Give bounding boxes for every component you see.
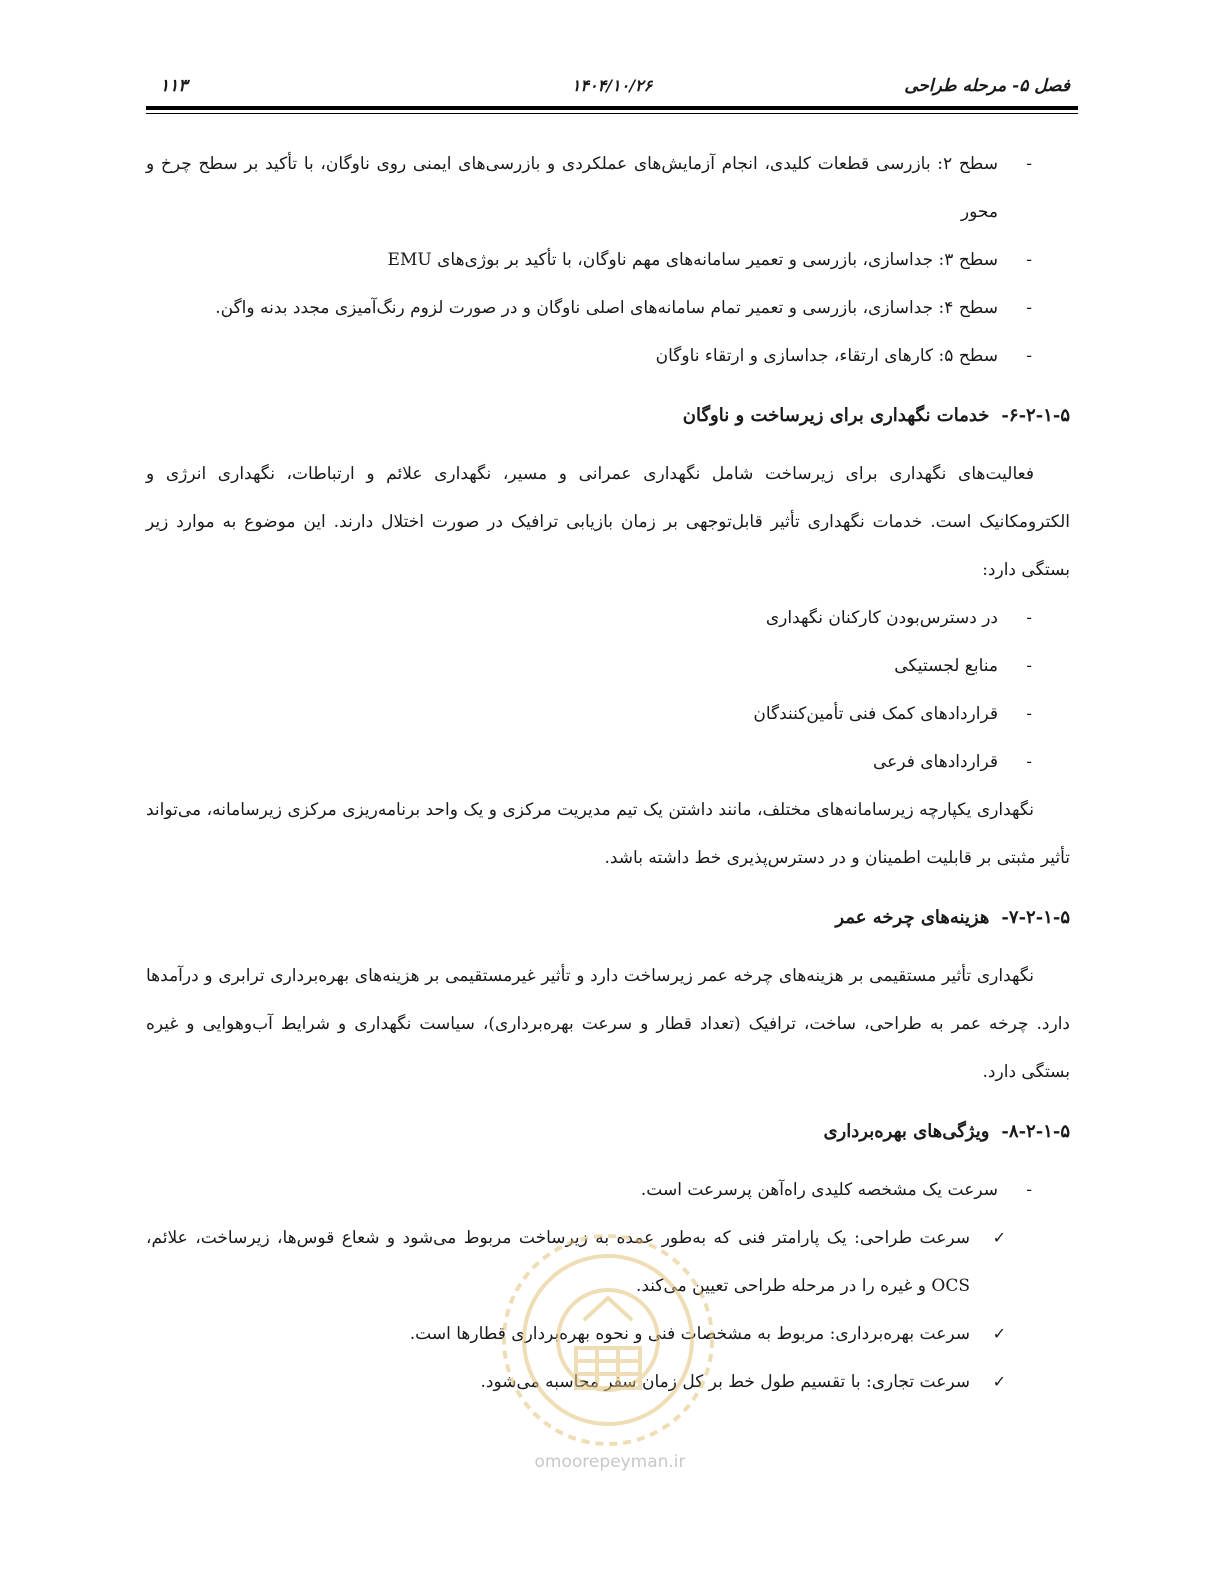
dash-bullet: - (1026, 298, 1032, 318)
list-item-text: قراردادهای فرعی (873, 752, 998, 772)
level-text: سطح ۲: بازرسی قطعات کلیدی، انجام آزمایش‌های عملکردی و بازرسی‌های ایمنی روی ناوگان، با تأکید بر سطح چرخ و محور (146, 154, 998, 222)
header-rule-thick (146, 106, 1078, 110)
list-item-text: در دسترس‌بودن کارکنان نگهداری (765, 608, 998, 628)
watermark-seal-icon (498, 1230, 718, 1450)
page-number: ۱۱۳ (160, 76, 188, 96)
list-item-text: سرعت یک مشخصه کلیدی راه‌آهن پرسرعت است. (640, 1180, 998, 1200)
section-title: هزینه‌های چرخه عمر (835, 907, 990, 928)
page-header (146, 72, 1078, 102)
list-item (146, 1166, 1070, 1214)
dash-bullet: - (1026, 1180, 1032, 1200)
level-text: سطح ۳: جداسازی، بازرسی و تعمیر سامانه‌های مهم ناوگان، با تأکید بر بوژی‌های EMU (387, 250, 998, 270)
check-item-text: سرعت تجاری: با تقسیم طول خط بر کل زمان سفر محاسبه می‌شود. (480, 1372, 970, 1392)
header-date: ۱۴۰۴/۱۰/۲۶ (571, 76, 653, 95)
level-item (146, 236, 1070, 284)
level-item (146, 332, 1070, 380)
section-heading (146, 1108, 1070, 1156)
dash-bullet: - (1026, 346, 1032, 366)
section-heading (146, 894, 1070, 942)
check-item-text: سرعت بهره‌برداری: مربوط به مشخصات فنی و نحوه بهره‌برداری قطارها است. (409, 1324, 970, 1344)
checkmark-icon: ✓ (992, 1324, 1006, 1343)
list-item-text: قراردادهای کمک فنی تأمین‌کنندگان (753, 704, 998, 724)
level-text: سطح ۵: کارهای ارتقاء، جداسازی و ارتقاء ناوگان (655, 346, 998, 366)
dash-bullet: - (1026, 608, 1032, 628)
dash-bullet: - (1026, 752, 1032, 772)
watermark-url: omoorepeyman.ir (534, 1452, 686, 1472)
list-item (146, 738, 1070, 786)
paragraph: فعالیت‌های نگهداری برای زیرساخت شامل نگهداری عمرانی و مسیر، نگهداری علائم و ارتباطات، نگهداری انرژی و الکترومکانیک است. خدمات نگهداری تأثیر قابل‌توجهی بر زمان بازیابی ترافیک در صورت اختلال دارند. این موضوع به موارد زیر بستگی دارد: (146, 464, 1070, 580)
check-item-text: سرعت طراحی: یک پارامتر فنی که به‌طور عمده به زیرساخت مربوط می‌شود و شعاع قوس‌ها، زیرساخت، علائم، OCS و غیره را در مرحله طراحی تعیین می‌کند. (146, 1228, 970, 1296)
level-item (146, 284, 1070, 332)
list-item (146, 642, 1070, 690)
header-rule-thin (146, 113, 1078, 114)
chapter-title: فصل ۵- مرحله طراحی (904, 76, 1070, 96)
section-number: ۷-۲-۱-۵- (1001, 907, 1070, 928)
checkmark-icon: ✓ (992, 1372, 1006, 1391)
dash-bullet: - (1026, 656, 1032, 676)
paragraph: نگهداری تأثیر مستقیمی بر هزینه‌های چرخه عمر زیرساخت دارد و تأثیر غیرمستقیمی بر هزینه‌های بهره‌برداری ترابری و درآمدها دارد. چرخه عمر به طراحی، ساخت، ترافیک (تعداد قطار و سرعت بهره‌برداری)، سیاست نگهداری و شرایط آب‌وهوایی و غیره بستگی دارد. (146, 966, 1070, 1082)
section-number: ۸-۲-۱-۵- (1001, 1121, 1070, 1142)
list-item (146, 594, 1070, 642)
dash-bullet: - (1026, 154, 1032, 174)
list-item-text: منابع لجستیکی (894, 656, 998, 676)
section-heading (146, 392, 1070, 440)
section-number: ۶-۲-۱-۵- (1001, 405, 1070, 426)
paragraph: نگهداری یکپارچه زیرسامانه‌های مختلف، مانند داشتن یک تیم مدیریت مرکزی و یک واحد برنامه‌ریزی مرکزی زیرسامانه، می‌تواند تأثیر مثبتی بر قابلیت اطمینان و در دسترس‌پذیری خط داشته باشد. (146, 800, 1070, 868)
section-title: ویژگی‌های بهره‌برداری (823, 1121, 990, 1142)
dash-bullet: - (1026, 704, 1032, 724)
level-text: سطح ۴: جداسازی، بازرسی و تعمیر تمام سامانه‌های اصلی ناوگان و در صورت لزوم رنگ‌آمیزی مجدد بدنه واگن. (215, 298, 998, 318)
dash-bullet: - (1026, 250, 1032, 270)
level-item (146, 140, 1070, 236)
list-item (146, 690, 1070, 738)
checkmark-icon: ✓ (992, 1228, 1006, 1247)
section-title: خدمات نگهداری برای زیرساخت و ناوگان (682, 405, 990, 426)
document-body (146, 140, 1070, 1406)
